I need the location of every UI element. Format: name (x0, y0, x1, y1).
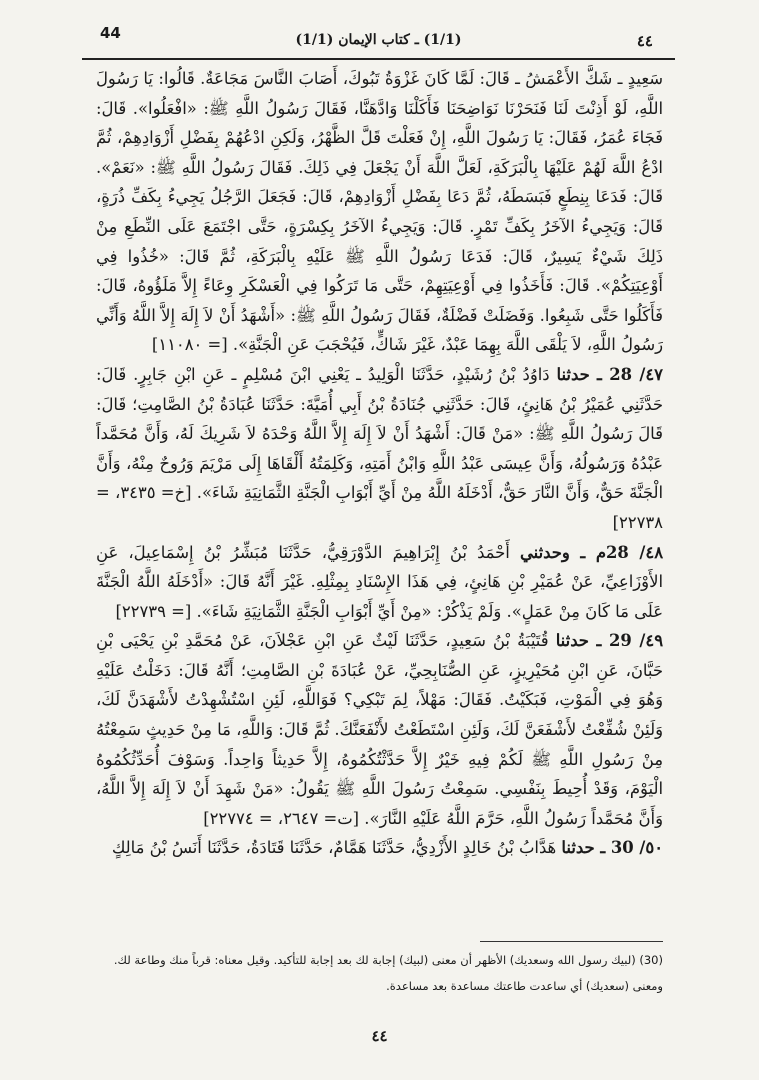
hadith-text: دَاوُدُ بْنُ رُشَيْدٍ، حَدَّثَنَا الْوَلِيدُ ـ يَعْنِي ابْنَ مُسْلِمٍ ـ عَنِ ابْنِ جَابِرٍ. قَالَ: حَدَّثَنِي عُمَيْرُ بْنُ هَانِئٍ، قَالَ: حَدَّثَنِي جُنَادَةُ بْنُ أَبِي أُمَيَّةَ: حَدَّثَنَا عُبَادَةُ بْنُ الصَّامِتِ؛ قَالَ: قَالَ رَسُولُ اللَّهِ ﷺ: «مَنْ قَالَ: أَشْهَدُ أَنْ لاَ إِلَهَ إِلاَّ اللَّهُ وَحْدَهُ لاَ شَرِيكَ لَهُ، وَأَنَّ مُحَمَّداً عَبْدُهُ وَرَسُولُهُ، وَأَنَّ عِيسَى عَبْدُ اللَّهِ وَابْنُ أَمَتِهِ، وَكَلِمَتُهُ أَلْقَاهَا إِلَى مَرْيَمَ وَرُوحٌ مِنْهُ، وَأَنَّ الْجَنَّةَ حَقٌّ، وَأَنَّ النَّارَ حَقٌّ، أَدْخَلَهُ اللَّهُ مِنْ أَيِّ أَبْوَابِ الْجَنَّةِ الثَّمَانِيَةِ شَاءَ». [خ= ٣٤٣٥، = ٢٢٧٣٨] (96, 364, 663, 532)
hadith-paragraph (96, 360, 663, 538)
hadith-number: ٤٧/ 28 ـ حدثنا (556, 364, 663, 384)
page-number-latin: 44 (100, 24, 121, 42)
hadith-text-body (96, 64, 663, 886)
hadith-text: أَحْمَدُ بْنُ إِبْرَاهِيمَ الدَّوْرَقِيُّ، حَدَّثَنَا مُبَشِّرُ بْنُ إِسْمَاعِيلَ، عَنِ الأَوْزَاعِيِّ، عَنْ عُمَيْرِ بْنِ هَانِئٍ، فِي هَذَا الإِسْنَادِ بِمِثْلِهِ. غَيْرَ أَنَّهُ قَالَ: «أَدْخَلَهُ اللَّهُ الْجَنَّةَ عَلَى مَا كَانَ مِنْ عَمَلٍ». وَلَمْ يَذْكُرْ: «مِنْ أَيِّ أَبْوَابِ الْجَنَّةِ الثَّمَانِيَةِ شَاءَ». [= ٢٢٧٣٩] (96, 542, 663, 621)
hadith-paragraph (96, 626, 663, 833)
page-number-footer: ٤٤ (371, 1027, 388, 1045)
footnote-line: ومعنى (سعديك) أي ساعدت طاعتك مساعدة بعد مساعدة. (386, 979, 663, 993)
page-number-arabic-top: ٤٤ (636, 32, 653, 50)
hadith-text: هَدَّابُ بْنُ خَالِدٍ الأَزْدِيُّ، حَدَّثَنَا هَمَّامٌ، حَدَّثَنَا قَتَادَةُ، حَدَّثَنَا أَنَسُ بْنُ مَالِكٍ (111, 838, 557, 858)
hadith-paragraph (96, 833, 663, 863)
footnote-divider (480, 941, 663, 942)
running-title: (1/1) ـ كتاب الإيمان (1/1) (295, 32, 462, 48)
hadith-number: ٤٨/ 28م ـ وحدثني (519, 542, 663, 562)
hadith-text: سَعِيدٍ ـ شَكَّ الأَعْمَشُ ـ قَالَ: لَمَّا كَانَ غَزْوَةُ تَبُوكَ، أَصَابَ النَّاسَ مَجَاعَةٌ. قَالُوا: يَا رَسُولَ اللَّهِ، لَوْ أَذِنْتَ لَنَا فَنَحَرْنَا نَوَاضِحَنَا فَأَكَلْنَا وَادَّهَنَّا، فَقَالَ رَسُولُ اللَّهِ ﷺ: «افْعَلُوا». قَالَ: فَجَاءَ عُمَرُ، فَقَالَ: يَا رَسُولَ اللَّهِ، إِنْ فَعَلْتَ قَلَّ الظَّهْرُ، وَلَكِنِ ادْعُهُمْ بِفَضْلِ أَزْوَادِهِمْ، ثُمَّ ادْعُ اللَّهَ لَهُمْ عَلَيْهَا بِالْبَرَكَةِ، لَعَلَّ اللَّهَ أَنْ يَجْعَلَ فِي ذَلِكَ. فَقَالَ رَسُولُ اللَّهِ ﷺ: «نَعَمْ». قَالَ: فَدَعَا بِنِطَعٍ فَبَسَطَهُ، ثُمَّ دَعَا بِفَضْلِ أَزْوَادِهِمْ، قَالَ: فَجَعَلَ الرَّجُلُ يَجِيءُ بِكَفِّ ذُرَةٍ، قَالَ: وَيَجِيءُ الآخَرُ بِكَفِّ تَمْرٍ. قَالَ: وَيَجِيءُ الآخَرُ بِكِسْرَةٍ، حَتَّى اجْتَمَعَ عَلَى النِّطَعِ مِنْ ذَلِكَ شَيْءٌ يَسِيرٌ، قَالَ: فَدَعَا رَسُولُ اللَّهِ ﷺ عَلَيْهِ بِالْبَرَكَةِ، ثُمَّ قَالَ: «خُذُوا فِي أَوْعِيَتِكُمْ». قَالَ: فَأَخَذُوا فِي أَوْعِيَتِهِمْ، حَتَّى مَا تَرَكُوا فِي الْعَسْكَرِ وِعَاءً إِلاَّ مَلَؤُوهُ، قَالَ: فَأَكَلُوا حَتَّى شَبِعُوا. وَفَضَلَتْ فَضْلَةٌ، فَقَالَ رَسُولُ اللَّهِ ﷺ: «أَشْهَدُ أَنْ لاَ إِلَهَ إِلاَّ اللَّهُ وَأَنِّي رَسُولُ اللَّهِ، لاَ يَلْقَى اللَّهَ بِهِمَا عَبْدٌ، غَيْرَ شَاكٍّ، فَيُحْجَبَ عَنِ الْجَنَّةِ». [= ١١٠٨٠] (96, 69, 663, 355)
page-header (82, 18, 675, 60)
footnotes (96, 947, 663, 999)
footnote-line: (30) (لبيك رسول الله وسعديك) الأظهر أن معنى (لبيك) إجابة لك بعد إجابة للتأكيد. وقيل معناه: قرباً منك وطاعة لك. (113, 953, 663, 967)
hadith-text: قُتَيْبَةُ بْنُ سَعِيدٍ، حَدَّثَنَا لَيْثٌ عَنِ ابْنِ عَجْلاَنَ، عَنْ مُحَمَّدِ بْنِ يَحْيَى بْنِ حَبَّانَ، عَنِ ابْنِ مُحَيْرِيزٍ، عَنِ الصُّنَابِحِيِّ، عَنْ عُبَادَةَ بْنِ الصَّامِتِ؛ أَنَّهُ قَالَ: دَخَلْتُ عَلَيْهِ وَهُوَ فِي الْمَوْتِ، فَبَكَيْتُ. فَقَالَ: مَهْلاً، لِمَ تَبْكِي؟ فَوَاللَّهِ، لَئِنِ اسْتُشْهِدْتُ لأَشْهَدَنَّ لَكَ، وَلَئِنْ شُفِّعْتُ لأَشْفَعَنَّ لَكَ، وَلَئِنِ اسْتَطَعْتُ لأَنْفَعَنَّكَ. ثُمَّ قَالَ: وَاللَّهِ، مَا مِنْ حَدِيثٍ سَمِعْتُهُ مِنْ رَسُولِ اللَّهِ ﷺ لَكُمْ فِيهِ خَيْرٌ إِلاَّ حَدَّثْتُكُمُوهُ، إِلاَّ حَدِيثاً وَاحِداً. وَسَوْفَ أُحَدِّثُكُمُوهُ الْيَوْمَ، وَقَدْ أُحِيطَ بِنَفْسِي. سَمِعْتُ رَسُولَ اللَّهِ ﷺ يَقُولُ: «مَنْ شَهِدَ أَنْ لاَ إِلَهَ إِلاَّ اللَّهُ، وَأَنَّ مُحَمَّداً رَسُولُ اللَّهِ، حَرَّمَ اللَّهُ عَلَيْهِ النَّارَ». [ت= ٢٦٤٧، = ٢٢٧٧٤] (96, 631, 663, 828)
hadith-paragraph (96, 538, 663, 627)
hadith-number: ٥٠/ 30 ـ حدثنا (561, 838, 663, 858)
hadith-number: ٤٩/ 29 ـ حدثنا (555, 631, 663, 651)
hadith-paragraph (96, 64, 663, 360)
